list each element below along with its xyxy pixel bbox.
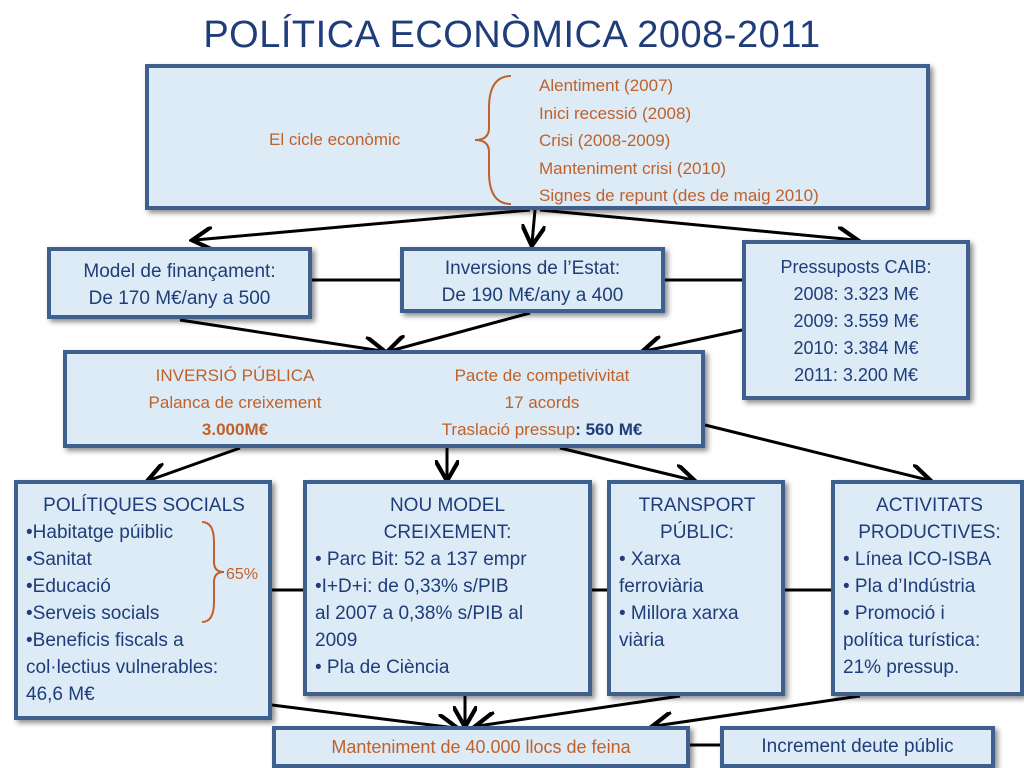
pact-agreements: 17 acords — [504, 393, 580, 412]
social-item: •Educació — [26, 576, 111, 597]
arrow-public-social — [150, 448, 240, 480]
arrow-cycle-model — [195, 210, 530, 240]
public-debt-box: Increment deute públic — [720, 726, 995, 768]
public-investment-column — [85, 362, 385, 443]
financing-model-value: De 170 M€/any a 500 — [88, 288, 271, 309]
page-title: POLÍTICA ECONÒMICA 2008-2011 — [203, 14, 821, 56]
pact-title: Pacte de competivivitat — [454, 366, 630, 385]
productive-item: política turística: — [843, 630, 981, 651]
cycle-phase: Inici recessió (2008) — [539, 103, 692, 123]
cycle-phase-list — [539, 72, 819, 210]
economic-cycle-box — [145, 64, 930, 210]
social-percent: 65% — [226, 566, 259, 583]
productive-item: • Línea ICO-ISBA — [843, 549, 992, 570]
arrow-model-public — [180, 320, 382, 351]
percent-brace-icon — [198, 518, 228, 628]
social-item: •Habitatge púiblic — [26, 522, 174, 543]
productive-activities-box — [831, 480, 1024, 696]
growth-model-box — [303, 480, 592, 696]
transport-item: • Xarxa — [619, 549, 681, 570]
arrow-budget-public — [645, 330, 742, 351]
public-investment-amount: 3.000M€ — [201, 420, 269, 439]
productive-title: ACTIVITATS — [876, 495, 983, 516]
arrow-public-productive — [705, 425, 928, 480]
jobs-maintenance-box: Manteniment de 40.000 llocs de feina — [272, 726, 690, 768]
arrow-public-transport — [560, 448, 692, 480]
productive-item: • Promoció i — [843, 603, 945, 624]
arrow-cycle-budget — [540, 210, 855, 240]
productive-item: 21% pressup. — [843, 657, 960, 678]
transport-item: ferroviària — [619, 576, 704, 597]
budget-transfer-label: Traslació pressup — [441, 420, 576, 439]
growth-item: al 2007 a 0,38% s/PIB al — [315, 603, 524, 624]
growth-lever-label: Palanca de creixement — [148, 393, 322, 412]
productive-item: • Pla d’Indústria — [843, 576, 976, 597]
budget-row: 2008: 3.323 M€ — [793, 284, 919, 304]
budget-transfer-amount: : 560 M€ — [575, 420, 643, 439]
cycle-phase: Crisi (2008-2009) — [539, 131, 671, 150]
budget-transfer-line — [397, 416, 687, 443]
transport-title: TRANSPORT — [638, 495, 756, 516]
arrow-cycle-state — [532, 210, 535, 243]
budget-row: 2011: 3.200 M€ — [794, 365, 918, 385]
growth-title: NOU MODEL — [389, 495, 506, 516]
arrow-transport-jobs — [478, 696, 680, 726]
caib-budget-box — [742, 240, 970, 400]
budget-title: Pressuposts CAIB: — [780, 257, 932, 277]
state-investment-value: De 190 M€/any a 400 — [441, 285, 624, 306]
budget-row: 2009: 3.559 M€ — [793, 311, 919, 331]
brace-icon — [471, 68, 531, 214]
state-investment-title: Inversions de l’Estat: — [444, 258, 621, 279]
transport-subtitle: PÚBLIC: — [660, 522, 734, 543]
social-policies-box — [14, 480, 272, 720]
cycle-phase: Signes de repunt (des de maig 2010) — [539, 186, 819, 205]
social-item: •Serveis socials — [26, 603, 160, 624]
growth-item: •I+D+i: de 0,33% s/PIB — [315, 576, 509, 597]
transport-item: • Millora xarxa — [619, 603, 739, 624]
social-item: •Sanitat — [26, 549, 92, 570]
social-item: 46,6 M€ — [26, 684, 95, 705]
financing-model-title: Model de finançament: — [83, 261, 276, 282]
cycle-label: El cicle econòmic — [269, 130, 401, 149]
state-investment-box — [400, 247, 665, 313]
cycle-phase: Manteniment crisi (2010) — [539, 158, 727, 178]
arrow-productive-jobs — [655, 696, 860, 726]
public-investment-title: INVERSIÓ PÚBLICA — [155, 366, 315, 385]
cycle-phase: Alentiment (2007) — [539, 76, 674, 95]
social-item: •Beneficis fiscals a — [26, 630, 184, 651]
competitiveness-pact-column — [397, 362, 687, 443]
public-investment-box — [63, 350, 705, 448]
social-item: col·lectius vulnerables: — [26, 657, 219, 678]
growth-item: 2009 — [315, 630, 358, 651]
growth-subtitle: CREIXEMENT: — [383, 522, 512, 543]
productive-subtitle: PRODUCTIVES: — [858, 522, 1001, 543]
arrow-state-public — [390, 313, 530, 351]
transport-item: viària — [619, 630, 665, 651]
financing-model-box — [47, 247, 312, 319]
public-transport-box — [607, 480, 785, 696]
arrow-social-jobs — [272, 705, 455, 728]
growth-item: • Parc Bit: 52 a 137 empr — [315, 549, 527, 570]
budget-row: 2010: 3.384 M€ — [793, 338, 919, 358]
growth-item: • Pla de Ciència — [315, 657, 450, 678]
social-policies-title: POLÍTIQUES SOCIALS — [43, 495, 245, 516]
